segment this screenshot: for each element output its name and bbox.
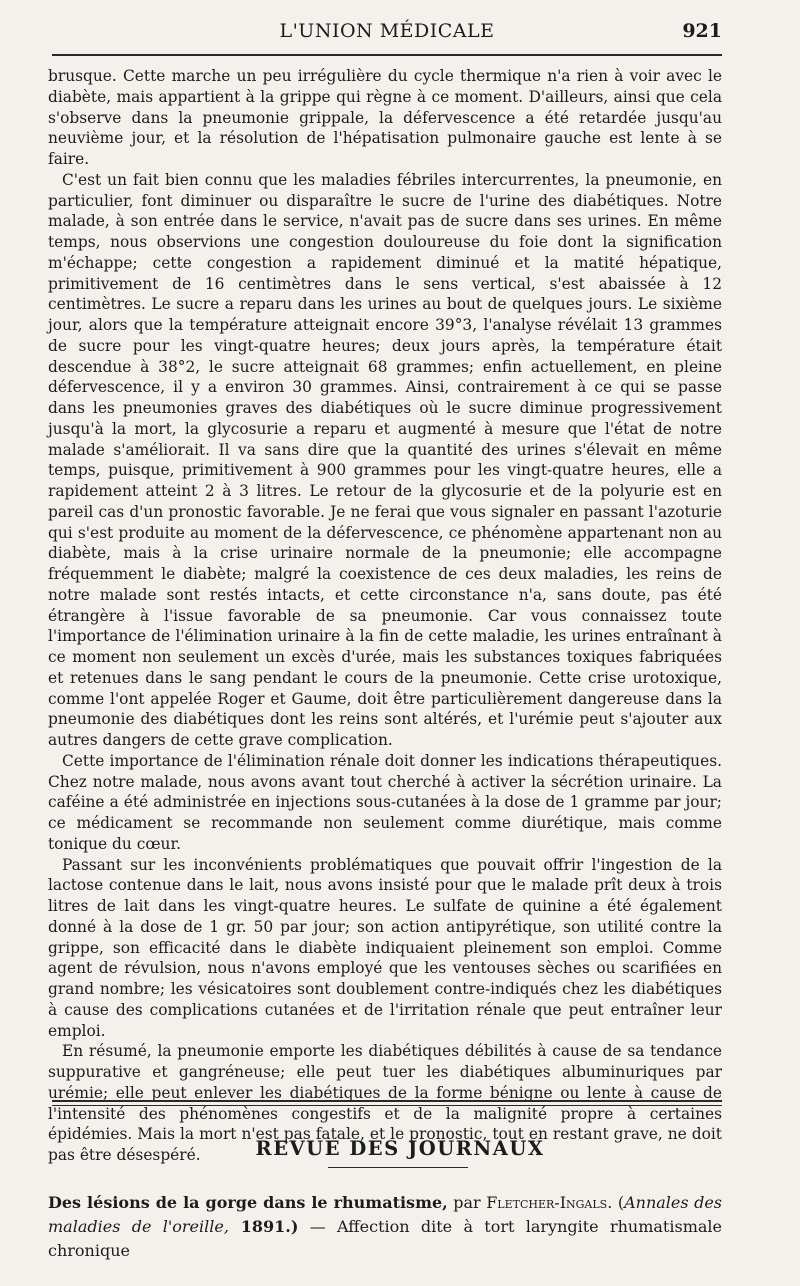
section-title: REVUE DES JOURNAUX	[255, 1137, 545, 1160]
review-year: 1891.)	[228, 1217, 299, 1236]
review-lead: — Affection dite à tort laryngite rhumatismale chronique	[48, 1217, 722, 1260]
section-divider-thin	[52, 1105, 722, 1106]
review-entry	[48, 1191, 722, 1263]
review-heading: Des lésions de la gorge dans le rhumatisme,	[48, 1193, 448, 1212]
page-header	[52, 18, 722, 56]
paragraph-continuation: brusque. Cette marche un peu irrégulière du cycle thermique n'a rien à voir avec le diabète, mais appartient à la grippe qui règne à ce moment. D'ailleurs, ainsi que cela s'observe dans la pneumonie grippale, la défervescence a été retardée jusqu'au neuvième jour, et la résolution de l'hépatisation pulmonaire gauche est lente à se faire.	[48, 67, 722, 168]
review-by: par	[447, 1193, 487, 1212]
page-number: 921	[682, 20, 722, 42]
paragraph-glycosuria: C'est un fait bien connu que les maladies fébriles intercurrentes, la pneumonie, en particulier, font diminuer ou disparaître le sucre de l'urine des diabétiques. Notre malade, à son entrée dans le service, n'avait pas de sucre dans ses urines. En même temps, nous observions une congestion douloureuse du foie dont la signification m'échappe; cette congestion a rapidement diminué et la matité hépatique, primitivement de 16 centimètres dans le sens vertical, s'est abaissée à 12 centimètres. Le sucre a reparu dans les urines au bout de quelques jours. Le sixième jour, alors que la température atteignait encore 39°3, l'analyse révélait 13 grammes de sucre pour les vingt-quatre heures; deux jours après, la température était descendue à 38°2, le sucre atteignait 68 grammes; enfin actuellement, en pleine défervescence, il y a environ 30 grammes. Ainsi, contrairement à ce qui se passe dans les pneumonies graves des diabétiques où le sucre diminue progressivement jusqu'à la mort, la glycosurie a reparu et augmenté à mesure que l'état de notre malade s'améliorait. Il va sans dire que la quantité des urines s'élevait en même temps, puisque, primitivement à 900 grammes pour les vingt-quatre heures, elle a rapidement atteint 2 à 3 litres. Le retour de la glycosurie et de la polyurie est en pareil cas d'un pronostic favorable. Je ne ferai que vous signaler en passant l'azoturie qui s'est produite au moment de la défervescence, ce phénomène appartenant non au diabète, mais à la crise urinaire normale de la pneumonie; elle accompagne fréquemment le diabète; malgré la coexistence de ces deux maladies, les reins de notre malade sont restés intacts, et cette circonstance n'a, sans doute, pas été étrangère à l'issue favorable de sa pneumonie. Car vous connaissez toute l'importance de l'élimination urinaire à la fin de cette maladie, les urines entraînant à ce moment non seulement un excès d'urée, mais les substances toxiques fabriquées et retenues dans le sang pendant le cours de la pneumonie. Cette crise urotoxique, comme l'ont appelée Roger et Gaume, doit être particulièrement dangereuse dans la pneumonie des diabétiques dont les reins sont altérés, et l'urémie peut s'ajouter aux autres dangers de cette grave complication.	[48, 170, 722, 749]
article-body	[48, 66, 722, 1166]
paragraph-treatment: Passant sur les inconvénients problématiques que pouvait offrir l'ingestion de la lactose contenue dans le lait, nous avons insisté pour que le malade prît deux à trois litres de lait dans les vingt-quatre heures. Le sulfate de quinine a été également donné à la dose de 1 gr. 50 par jour; son action antipyrétique, son utilité contre la grippe, son efficacité dans le diabète indiquaient pleinement son emploi. Comme agent de révulsion, nous n'avons employé que les ventouses sèches ou scarifiées en grand nombre; les vésicatoires sont doublement contre-indiqués chez les diabétiques à cause des complications cutanées et de l'irritation rénale que peut entraîner leur emploi.	[48, 855, 722, 1040]
section-title-underline	[328, 1167, 468, 1168]
running-title: L'UNION MÉDICALE	[279, 20, 495, 42]
review-source-open: (	[612, 1193, 625, 1212]
review-author: Fletcher-Ingals.	[486, 1193, 613, 1212]
paragraph-summary: En résumé, la pneumonie emporte les diabétiques débilités à cause de sa tendance suppurative et gangréneuse; elle peut tuer les diabétiques albuminuriques par urémie; elle peut enlever les diabétiques de la forme bénigne ou lente à cause de l'intensité des phénomènes congestifs et de la malignité propre à certaines épidémies. Mais la mort n'est pas fatale, et le pronostic, tout en restant grave, ne doit pas être désespéré.	[48, 1042, 722, 1164]
section-divider	[52, 1100, 722, 1102]
paragraph-renal-elimination: Cette importance de l'élimination rénale doit donner les indications thérapeutiques. Chez notre malade, nous avons avant tout cherché à activer la sécrétion urinaire. La caféine a été administrée en injections sous-cutanées à la dose de 1 gramme par jour; ce médicament se recommande non seulement comme diurétique, mais comme tonique du cœur.	[48, 751, 722, 853]
review-journal: Annales des maladies de l'oreille,	[48, 1193, 723, 1236]
